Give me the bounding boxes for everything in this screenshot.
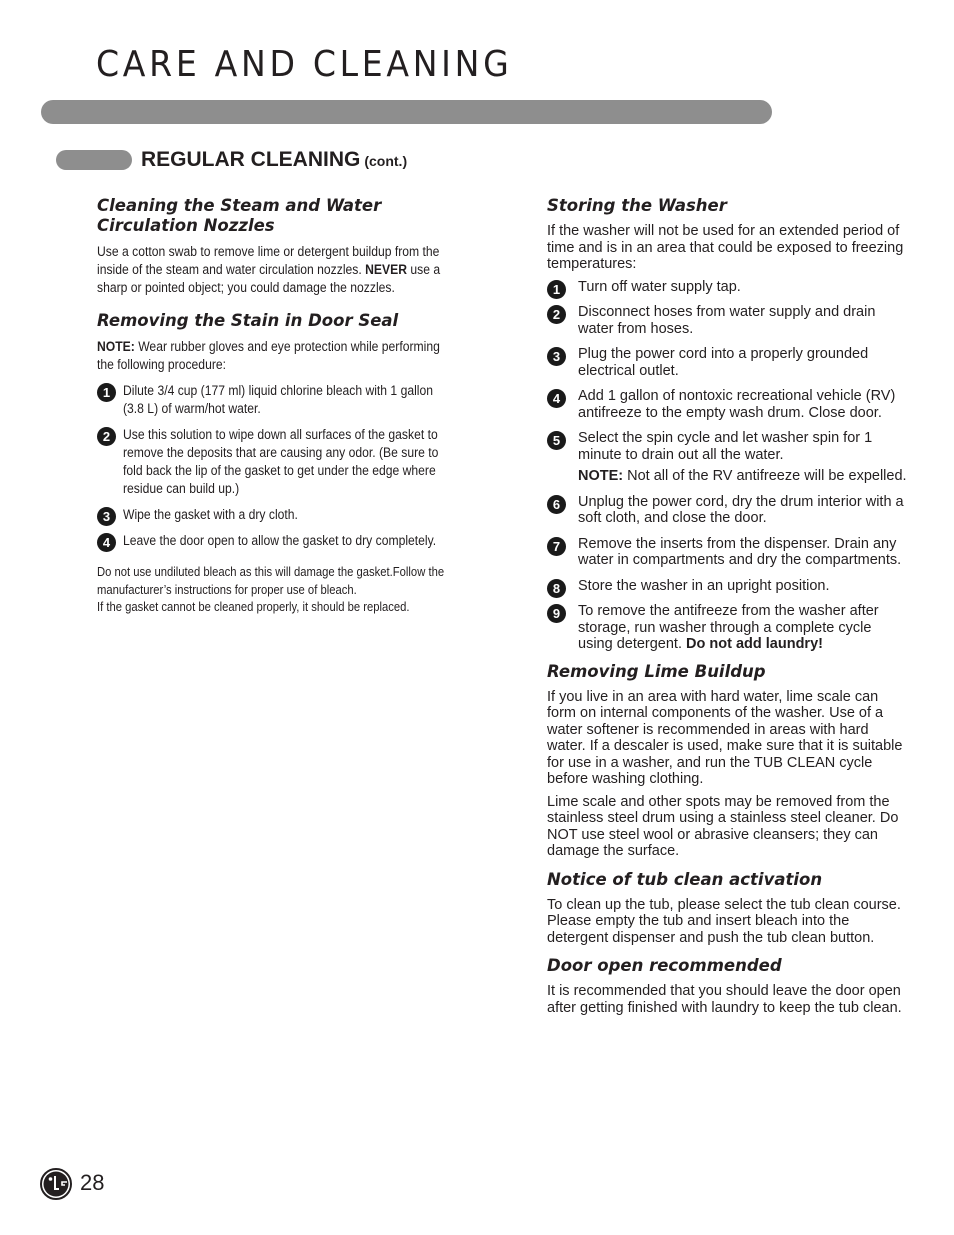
step-text <box>578 603 907 653</box>
step-number-badge: 9 <box>547 604 566 623</box>
storing-step <box>547 430 907 485</box>
step-number-badge: 4 <box>97 533 116 552</box>
door-seal-step <box>97 506 453 524</box>
step-text: Unplug the power cord, dry the drum interior with a soft cloth, and close the door. <box>578 493 904 526</box>
right-column <box>547 196 907 1022</box>
nozzles-body-end: use a sharp or pointed object; you could damage the nozzles. <box>97 262 441 295</box>
storing-step <box>547 346 907 379</box>
step-number-badge: 3 <box>97 507 116 526</box>
lime-para-1: If you live in an area with hard water, lime scale can form on internal components of the washer. Use of a water softener is recommended in areas with hard water. If a descaler is used, make sure that it is suitable for use in a washer, and run the TUB CLEAN cycle before washing clothing. <box>547 688 903 787</box>
step-number-badge: 8 <box>547 579 566 598</box>
page-number: 28 <box>80 1170 105 1195</box>
storing-step <box>547 388 907 421</box>
door-seal-note-text: Wear rubber gloves and eye protection while performing the following procedure: <box>97 339 440 372</box>
nozzles-heading-line1: Cleaning the Steam and Water <box>97 196 382 215</box>
storing-intro: If the washer will not be used for an extended period of time and is in an area that could be exposed to freezing temperatures: <box>547 223 904 272</box>
lg-logo-text: LG <box>40 1168 42 1169</box>
storing-step <box>547 578 907 595</box>
storing-step <box>547 603 907 653</box>
step-note-label: NOTE: <box>578 468 624 484</box>
step-number-badge: 7 <box>547 537 566 556</box>
step-text: Add 1 gallon of nontoxic recreational vehicle (RV) antifreeze to the empty wash drum. Close door. <box>578 388 896 421</box>
step-text: Use this solution to wipe down all surfaces of the gasket to remove the deposits that are causing any odor. (Be sure to fold back the lip of the gasket to get under the edge where residue can build up.) <box>123 427 439 496</box>
lime-heading: Removing Lime Buildup <box>547 661 766 681</box>
door-open-heading: Door open recommended <box>547 956 782 975</box>
page-title: CARE AND CLEANING <box>96 44 513 85</box>
nozzles-heading-line2: Circulation Nozzles <box>97 216 275 235</box>
step-text: Remove the inserts from the dispenser. Drain any water in compartments and dry the compartments. <box>578 535 902 568</box>
step-number-badge: 2 <box>97 427 116 446</box>
step-number-badge: 3 <box>547 347 566 366</box>
step-text: Wipe the gasket with a dry cloth. <box>123 507 298 522</box>
step-number-badge: 4 <box>547 389 566 408</box>
door-open-text: It is recommended that you should leave the door open after getting finished with laundry to keep the tub clean. <box>547 983 902 1016</box>
step-text: Disconnect hoses from water supply and drain water from hoses. <box>578 304 876 337</box>
step-number-badge: 6 <box>547 495 566 514</box>
step-text-main: To remove the antifreeze from the washer after storage, run washer through a complete cycle using detergent. <box>578 603 879 652</box>
step-text: Dilute 3/4 cup (177 ml) liquid chlorine bleach with 1 gallon (3.8 L) of warm/hot water. <box>123 383 434 416</box>
step-text-warning: Do not add laundry! <box>686 636 823 652</box>
step-text: Select the spin cycle and let washer spin for 1 minute to drain out all the water. <box>578 430 873 463</box>
step-text: Store the washer in an upright position. <box>578 577 830 594</box>
step-number-badge: 1 <box>547 280 566 299</box>
tub-clean-heading: Notice of tub clean activation <box>547 869 823 889</box>
step-number-badge: 5 <box>547 431 566 450</box>
door-seal-heading: Removing the Stain in Door Seal <box>97 311 399 330</box>
bleach-warning: Do not use undiluted bleach as this will damage the gasket.Follow the manufacturer’s instructions for proper use of bleach. <box>97 565 445 597</box>
section-title-text: REGULAR CLEANING <box>141 148 361 171</box>
storing-step <box>547 494 907 527</box>
step-number-badge: 1 <box>97 383 116 402</box>
tub-clean-text: To clean up the tub, please select the tub clean course. Please empty the tub and insert bleach into the detergent dispenser and push the tub clean button. <box>547 896 901 946</box>
door-seal-note-label: NOTE: <box>97 339 135 354</box>
lime-para-2: Lime scale and other spots may be removed from the stainless steel drum using a stainless steel cleaner. Do NOT use steel wool or abrasive cleansers; they can damage the surface. <box>547 793 899 859</box>
step-note-text: Not all of the RV antifreeze will be expelled. <box>627 468 907 484</box>
section-title <box>141 148 407 172</box>
step-text: Plug the power cord into a properly grounded electrical outlet. <box>578 346 869 379</box>
storing-step <box>547 279 907 296</box>
step-note <box>578 468 907 485</box>
section-title-suffix: (cont.) <box>364 153 408 169</box>
section-marker <box>56 150 132 170</box>
lg-logo-icon <box>40 1168 72 1200</box>
storing-step <box>547 304 907 337</box>
nozzles-body-never: NEVER <box>365 262 407 277</box>
step-number-badge: 2 <box>547 305 566 324</box>
left-column <box>97 196 453 617</box>
nozzles-heading <box>97 196 453 236</box>
storing-heading: Storing the Washer <box>547 196 727 215</box>
nozzles-body <box>97 243 453 297</box>
door-seal-step <box>97 532 453 550</box>
step-text: Turn off water supply tap. <box>578 278 741 295</box>
nozzles-body-start: Use a cotton swab to remove lime or detergent buildup from the inside of the steam and water circulation nozzles. <box>97 244 440 277</box>
door-seal-step <box>97 426 453 498</box>
door-seal-note <box>97 338 453 374</box>
step-text: Leave the door open to allow the gasket to dry completely. <box>123 533 437 548</box>
storing-step <box>547 536 907 569</box>
gasket-replace-note: If the gasket cannot be cleaned properly, it should be replaced. <box>97 600 410 614</box>
title-divider-bar <box>41 100 772 124</box>
door-seal-step <box>97 382 453 418</box>
